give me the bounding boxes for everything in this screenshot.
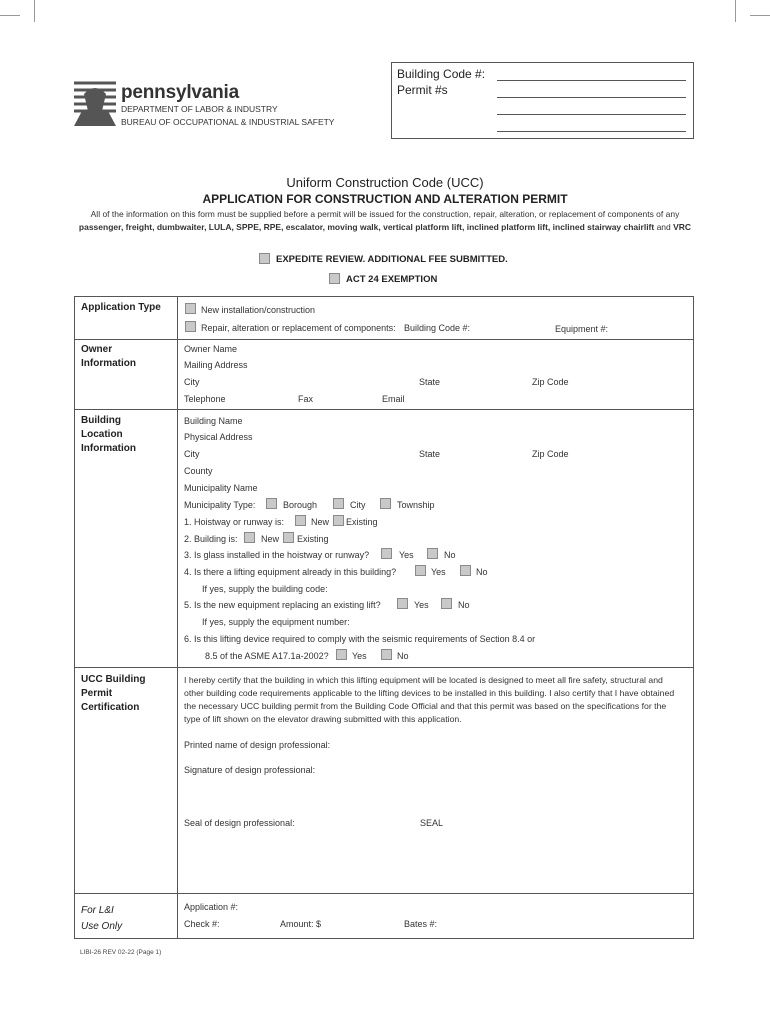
- q3-yes-checkbox[interactable]: [381, 548, 392, 559]
- building-section-line2: Location: [81, 429, 123, 440]
- q4-no-checkbox[interactable]: [460, 565, 471, 576]
- form-title: APPLICATION FOR CONSTRUCTION AND ALTERATION PERMIT: [202, 192, 568, 206]
- fax-field[interactable]: [316, 392, 374, 402]
- borough-checkbox[interactable]: [266, 498, 277, 509]
- q2-existing-checkbox[interactable]: [283, 532, 294, 543]
- row-divider: [74, 667, 694, 668]
- borough-label: Borough: [283, 500, 318, 510]
- office-section-line1: For L&I: [81, 905, 114, 916]
- owner-section-line2: Information: [81, 358, 136, 369]
- q5-replacing-label: 5. Is the new equipment replacing an existing lift?: [184, 600, 381, 610]
- q5-yes-checkbox[interactable]: [397, 598, 408, 609]
- certification-statement: I hereby certify that the building in which this lifting equipment will be located is designed to meet all fire safety, structural and other building code requirements applicable to the lifting devices to be installed in this building. I also certify that I have obtained the necessary UCC building permit from the Building Code Official and that this permit was based on the specifications for the type of lift shown on the elevator drawing submitted with this application.: [184, 675, 675, 724]
- app-building-code-field[interactable]: [471, 322, 549, 332]
- q6-yes-checkbox[interactable]: [336, 649, 347, 660]
- cert-section-line2: Permit: [81, 688, 113, 699]
- app-building-code-label: Building Code #:: [404, 323, 471, 333]
- county-field[interactable]: [219, 464, 410, 474]
- logo-wordmark: pennsylvania: [121, 82, 239, 103]
- owner-zip-label: Zip Code: [532, 377, 569, 387]
- section-building-location: [81, 414, 136, 456]
- act24-label: ACT 24 EXEMPTION: [346, 274, 438, 285]
- row-divider: [74, 339, 694, 340]
- intro-vrc: VRC: [673, 222, 692, 232]
- email-label: Email: [382, 394, 405, 404]
- expedite-label: EXPEDITE REVIEW. ADDITIONAL FEE SUBMITTED.: [276, 254, 508, 265]
- repair-checkbox[interactable]: [185, 321, 196, 332]
- q6-no-checkbox[interactable]: [381, 649, 392, 660]
- q4-yes-label: Yes: [431, 567, 446, 577]
- cert-section-line1: UCC Building: [81, 674, 146, 685]
- q6-seismic-label-2: 8.5 of the ASME A17.1a-2002?: [205, 651, 329, 661]
- crop-mark: [34, 0, 35, 22]
- q2-new-label: New: [261, 534, 280, 544]
- app-equipment-field[interactable]: [611, 322, 688, 332]
- building-zip-label: Zip Code: [532, 449, 569, 459]
- owner-name-field[interactable]: [246, 342, 684, 352]
- check-number-label: Check #:: [184, 919, 220, 929]
- pennsylvania-keystone-logo-icon: [72, 80, 118, 128]
- office-section-line2: Use Only: [81, 921, 123, 932]
- building-state-label: State: [419, 449, 441, 459]
- q5-equipment-number-field[interactable]: [362, 615, 501, 625]
- q2-existing-label: Existing: [297, 534, 329, 544]
- crop-mark: [0, 15, 20, 16]
- q2-building-label: 2. Building is:: [184, 534, 238, 544]
- permit-label: Permit #s: [397, 83, 448, 97]
- email-field[interactable]: [410, 392, 684, 402]
- act24-checkbox[interactable]: [329, 273, 340, 284]
- q5-no-label: No: [458, 600, 470, 610]
- owner-state-field[interactable]: [445, 375, 516, 385]
- amount-label: Amount: $: [280, 919, 322, 929]
- bates-number-field[interactable]: [440, 917, 594, 927]
- q1-new-label: New: [311, 517, 330, 527]
- q4-follow-label: If yes, supply the building code:: [202, 584, 328, 594]
- row-divider: [74, 893, 694, 894]
- section-ucc-certification: [81, 673, 145, 715]
- q6-yes-label: Yes: [352, 651, 367, 661]
- municipality-name-label: Municipality Name: [184, 483, 258, 493]
- owner-name-label: Owner Name: [184, 344, 238, 354]
- q1-existing-checkbox[interactable]: [333, 515, 344, 526]
- q4-yes-checkbox[interactable]: [415, 565, 426, 576]
- q3-no-label: No: [444, 550, 456, 560]
- building-name-field[interactable]: [250, 414, 684, 424]
- owner-section-line1: Owner: [81, 344, 113, 355]
- building-code-label: Building Code #:: [397, 67, 486, 81]
- owner-state-label: State: [419, 377, 441, 387]
- q1-existing-label: Existing: [346, 517, 378, 527]
- seal-label: SEAL: [420, 818, 444, 828]
- signature-field[interactable]: [323, 763, 682, 773]
- permit-field-2[interactable]: [497, 102, 686, 115]
- physical-address-field[interactable]: [259, 430, 684, 440]
- bates-number-label: Bates #:: [404, 919, 438, 929]
- section-owner-information: [81, 343, 136, 371]
- owner-zip-field[interactable]: [577, 375, 684, 385]
- bureau-name: BUREAU OF OCCUPATIONAL & INDUSTRIAL SAFETY: [121, 117, 335, 127]
- owner-city-label: City: [184, 377, 200, 387]
- application-number-field[interactable]: [245, 900, 399, 910]
- intro-and: and: [654, 222, 674, 232]
- building-state-field[interactable]: [445, 447, 516, 457]
- q4-building-code-field[interactable]: [336, 582, 501, 592]
- intro-equipment-list: passenger, freight, dumbwaiter, LULA, SPPE, RPE, escalator, moving walk, vertical platform lift, inclined platform lift, inclined stairway chairlift: [78, 222, 655, 232]
- telephone-label: Telephone: [184, 394, 226, 404]
- signature-label: Signature of design professional:: [184, 765, 316, 775]
- column-divider: [177, 296, 178, 939]
- new-installation-label: New installation/construction: [201, 305, 316, 315]
- q5-yes-label: Yes: [414, 600, 429, 610]
- q1-new-checkbox[interactable]: [295, 515, 306, 526]
- cert-section-line3: Certification: [81, 702, 140, 713]
- printed-name-field[interactable]: [340, 738, 682, 748]
- crop-mark: [735, 0, 736, 22]
- q3-no-checkbox[interactable]: [427, 548, 438, 559]
- mailing-address-label: Mailing Address: [184, 360, 248, 370]
- intro-text: All of the information on this form must be supplied before a permit will be issued for the construction, repair, alteration, or replacement of components of any: [90, 209, 680, 219]
- q3-yes-label: Yes: [399, 550, 414, 560]
- telephone-field[interactable]: [233, 392, 291, 402]
- q1-hoistway-label: 1. Hoistway or runway is:: [184, 517, 285, 527]
- q2-new-checkbox[interactable]: [244, 532, 255, 543]
- municipality-type-label: Municipality Type:: [184, 500, 256, 510]
- app-equipment-label: Equipment #:: [555, 324, 609, 334]
- form-title-ucc: Uniform Construction Code (UCC): [286, 175, 484, 190]
- row-divider: [74, 409, 694, 410]
- building-name-label: Building Name: [184, 416, 243, 426]
- physical-address-label: Physical Address: [184, 432, 253, 442]
- q3-glass-label: 3. Is glass installed in the hoistway or runway?: [184, 550, 370, 560]
- city-type-label: City: [350, 500, 366, 510]
- municipality-name-field[interactable]: [266, 481, 501, 491]
- building-section-line3: Information: [81, 443, 136, 454]
- section-office-use: [81, 903, 122, 935]
- permit-field-1[interactable]: [497, 85, 686, 98]
- building-city-label: City: [184, 449, 200, 459]
- department-name: DEPARTMENT OF LABOR & INDUSTRY: [121, 104, 278, 114]
- form-intro: [78, 208, 692, 234]
- printed-name-label: Printed name of design professional:: [184, 740, 331, 750]
- building-code-box-field[interactable]: [497, 68, 686, 81]
- new-installation-checkbox[interactable]: [185, 303, 196, 314]
- township-label: Township: [397, 500, 435, 510]
- section-application-type: Application Type: [81, 302, 161, 313]
- q4-existing-equipment-label: 4. Is there a lifting equipment already in this building?: [184, 567, 397, 577]
- permit-field-3[interactable]: [497, 119, 686, 132]
- fax-label: Fax: [298, 394, 314, 404]
- city-type-checkbox[interactable]: [333, 498, 344, 509]
- q5-no-checkbox[interactable]: [441, 598, 452, 609]
- county-label: County: [184, 466, 213, 476]
- repair-label: Repair, alteration or replacement of components:: [201, 323, 396, 333]
- application-number-label: Application #:: [184, 902, 239, 912]
- q6-no-label: No: [397, 651, 409, 661]
- crop-mark: [750, 15, 770, 16]
- expedite-checkbox[interactable]: [259, 253, 270, 264]
- q6-seismic-label: 6. Is this lifting device required to comply with the seismic requirements of Section 8.4 or: [184, 634, 536, 644]
- q5-follow-label: If yes, supply the equipment number:: [202, 617, 350, 627]
- building-zip-field[interactable]: [577, 447, 684, 457]
- form-footer: LIBI-26 REV 02-22 (Page 1): [80, 949, 162, 956]
- mailing-address-field[interactable]: [256, 358, 684, 368]
- building-city-field[interactable]: [205, 447, 410, 457]
- township-checkbox[interactable]: [380, 498, 391, 509]
- seal-of-design-professional-label: Seal of design professional:: [184, 818, 295, 828]
- amount-field[interactable]: [323, 917, 393, 927]
- building-section-line1: Building: [81, 415, 121, 426]
- q4-no-label: No: [476, 567, 488, 577]
- owner-city-field[interactable]: [205, 375, 410, 385]
- check-number-field[interactable]: [221, 917, 271, 927]
